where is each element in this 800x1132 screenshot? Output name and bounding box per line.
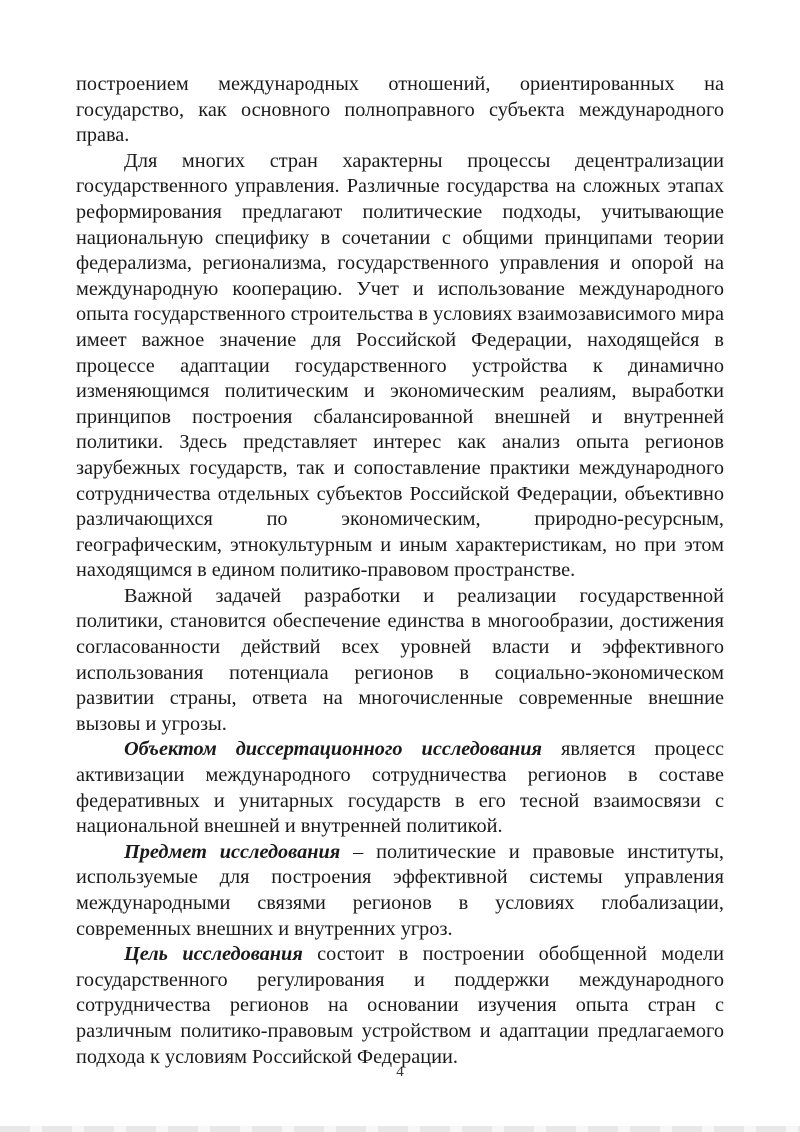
document-page — [76, 72, 724, 1070]
paragraph-1 — [76, 72, 724, 149]
paragraph-2-text: Для многих стран характерны процессы децентрализации государственного управления. Различные государства на сложных этапах реформирования предлагают политические подходы, учитывающие национальную специфику в сочетании с общими принципами теории федерализма, регионализма, государственного управления и опорой на международную кооперацию. Учет и использование международного опыта государственного строительства в условиях взаимозависимого мира имеет важное значение для Российской Федерации, находящейся в процессе адаптации государственного устройства к динамично изменяющимся политическим и экономическим реалиям, выработки принципов построения сбалансированной внешней и внутренней политики. Здесь представляет интерес как анализ опыта регионов зарубежных государств, так и сопоставление практики международного сотрудничества отдельных субъектов Российской Федерации, объективно различающихся по экономическим, природно-ресурсным, географическим, этнокультурным и иным характеристикам, но при этом находящимся в едином политико-правовом пространстве. — [76, 149, 724, 582]
object-term: Объектом диссертационного исследования — [124, 738, 542, 761]
goal-text: состоит в построении обобщенной модели государственного регулирования и поддержки международного сотрудничества регионов на основании изучения опыта стран с различным политико-правовым устройством и адаптации предлагаемого подхода к условиям Российской Федерации. — [76, 943, 724, 1068]
paragraph-goal — [76, 942, 724, 1070]
subject-term: Предмет исследования — [124, 840, 341, 863]
paragraph-object — [76, 737, 724, 839]
subject-text: – политические и правовые институты, используемые для построения эффективной системы управления международными связями регионов в условиях глобализации, современных внешних и внутренних угроз. — [76, 840, 725, 940]
paragraph-1-text: построением международных отношений, ориентированных на государство, как основного полноправного субъекта международного права. — [76, 73, 724, 147]
paragraph-subject — [76, 840, 724, 942]
object-text: является процесс активизации международного сотрудничества регионов в составе федеративных и унитарных государств в его тесной взаимосвязи с национальной внешней и внутренней политикой. — [76, 738, 724, 838]
paragraph-3 — [76, 584, 724, 738]
scan-bottom-edge — [0, 1126, 800, 1132]
paragraph-2 — [76, 149, 724, 584]
paragraph-3-text: Важной задачей разработки и реализации государственной политики, становится обеспечение единства в многообразии, достижения согласованности действий всех уровней власти и эффективного использования потенциала регионов в социально-экономическом развитии страны, ответа на многочисленные современные внешние вызовы и угрозы. — [76, 584, 724, 735]
goal-term: Цель исследования — [124, 943, 303, 966]
page-number: 4 — [396, 1064, 404, 1080]
